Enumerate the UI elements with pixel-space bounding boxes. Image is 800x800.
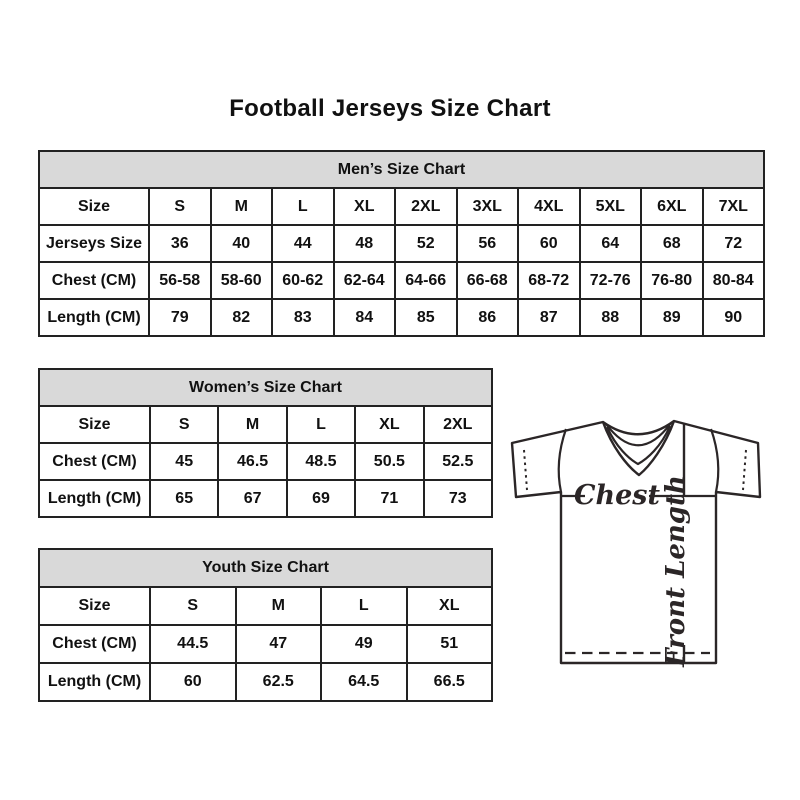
jersey-measurement-diagram — [498, 410, 778, 672]
value-cell: 46.5 — [218, 443, 286, 480]
header-cell: S — [149, 188, 211, 225]
value-cell: 73 — [424, 480, 492, 517]
value-cell: 56-58 — [149, 262, 211, 299]
header-cell: 7XL — [703, 188, 765, 225]
value-cell: 79 — [149, 299, 211, 336]
value-cell: 60 — [150, 663, 236, 701]
value-cell: 83 — [272, 299, 334, 336]
value-cell: 56 — [457, 225, 519, 262]
header-cell: XL — [334, 188, 396, 225]
header-cell: L — [272, 188, 334, 225]
mens-size-table — [38, 150, 765, 337]
youth-table-title: Youth Size Chart — [39, 549, 492, 587]
table-header-row — [39, 406, 492, 443]
table-band-row — [39, 549, 492, 587]
value-cell: 52 — [395, 225, 457, 262]
value-cell: 48.5 — [287, 443, 355, 480]
header-cell: M — [236, 587, 322, 625]
youth-size-table — [38, 548, 493, 702]
value-cell: 65 — [150, 480, 218, 517]
row-label-cell: Size — [39, 188, 149, 225]
right-cuff-stitch — [743, 450, 746, 490]
table-header-row — [39, 587, 492, 625]
jersey-outline — [512, 421, 760, 663]
table-row — [39, 299, 764, 336]
value-cell: 84 — [334, 299, 396, 336]
header-cell: M — [211, 188, 273, 225]
row-label-cell: Jerseys Size — [39, 225, 149, 262]
front-length-label: Front Length — [661, 475, 691, 667]
value-cell: 72 — [703, 225, 765, 262]
left-cuff-stitch — [524, 450, 527, 490]
table-header-row — [39, 188, 764, 225]
table-row — [39, 480, 492, 517]
value-cell: 86 — [457, 299, 519, 336]
row-label-cell: Length (CM) — [39, 299, 149, 336]
value-cell: 76-80 — [641, 262, 703, 299]
header-cell: 6XL — [641, 188, 703, 225]
value-cell: 40 — [211, 225, 273, 262]
value-cell: 85 — [395, 299, 457, 336]
value-cell: 80-84 — [703, 262, 765, 299]
value-cell: 64-66 — [395, 262, 457, 299]
value-cell: 68 — [641, 225, 703, 262]
value-cell: 71 — [355, 480, 423, 517]
left-armhole-seam — [559, 429, 566, 492]
womens-size-table — [38, 368, 493, 518]
value-cell: 67 — [218, 480, 286, 517]
value-cell: 49 — [321, 625, 407, 663]
value-cell: 88 — [580, 299, 642, 336]
table-row — [39, 262, 764, 299]
header-cell: 5XL — [580, 188, 642, 225]
value-cell: 36 — [149, 225, 211, 262]
value-cell: 87 — [518, 299, 580, 336]
value-cell: 45 — [150, 443, 218, 480]
value-cell: 64.5 — [321, 663, 407, 701]
table-row — [39, 225, 764, 262]
header-cell: 2XL — [424, 406, 492, 443]
table-band-row — [39, 369, 492, 406]
header-cell: 3XL — [457, 188, 519, 225]
header-cell: L — [321, 587, 407, 625]
header-cell: XL — [407, 587, 493, 625]
value-cell: 60-62 — [272, 262, 334, 299]
header-cell: S — [150, 406, 218, 443]
row-label-cell: Chest (CM) — [39, 262, 149, 299]
value-cell: 44.5 — [150, 625, 236, 663]
header-cell: S — [150, 587, 236, 625]
row-label-cell: Chest (CM) — [39, 443, 150, 480]
row-label-cell: Length (CM) — [39, 663, 150, 701]
row-label-cell: Size — [39, 587, 150, 625]
womens-table-title: Women’s Size Chart — [39, 369, 492, 406]
value-cell: 90 — [703, 299, 765, 336]
value-cell: 66-68 — [457, 262, 519, 299]
value-cell: 72-76 — [580, 262, 642, 299]
value-cell: 52.5 — [424, 443, 492, 480]
right-armhole-seam — [711, 429, 718, 492]
header-cell: XL — [355, 406, 423, 443]
header-cell: 4XL — [518, 188, 580, 225]
value-cell: 89 — [641, 299, 703, 336]
chest-label: Chest — [574, 480, 660, 511]
value-cell: 66.5 — [407, 663, 493, 701]
row-label-cell: Length (CM) — [39, 480, 150, 517]
value-cell: 62.5 — [236, 663, 322, 701]
value-cell: 58-60 — [211, 262, 273, 299]
row-label-cell: Size — [39, 406, 150, 443]
value-cell: 62-64 — [334, 262, 396, 299]
value-cell: 48 — [334, 225, 396, 262]
value-cell: 47 — [236, 625, 322, 663]
row-label-cell: Chest (CM) — [39, 625, 150, 663]
value-cell: 69 — [287, 480, 355, 517]
header-cell: L — [287, 406, 355, 443]
value-cell: 44 — [272, 225, 334, 262]
value-cell: 82 — [211, 299, 273, 336]
table-row — [39, 625, 492, 663]
value-cell: 60 — [518, 225, 580, 262]
table-band-row — [39, 151, 764, 188]
value-cell: 50.5 — [355, 443, 423, 480]
header-cell: 2XL — [395, 188, 457, 225]
table-row — [39, 443, 492, 480]
value-cell: 64 — [580, 225, 642, 262]
page-title: Football Jerseys Size Chart — [229, 95, 551, 122]
value-cell: 51 — [407, 625, 493, 663]
header-cell: M — [218, 406, 286, 443]
table-row — [39, 663, 492, 701]
mens-table-title: Men’s Size Chart — [39, 151, 764, 188]
value-cell: 68-72 — [518, 262, 580, 299]
